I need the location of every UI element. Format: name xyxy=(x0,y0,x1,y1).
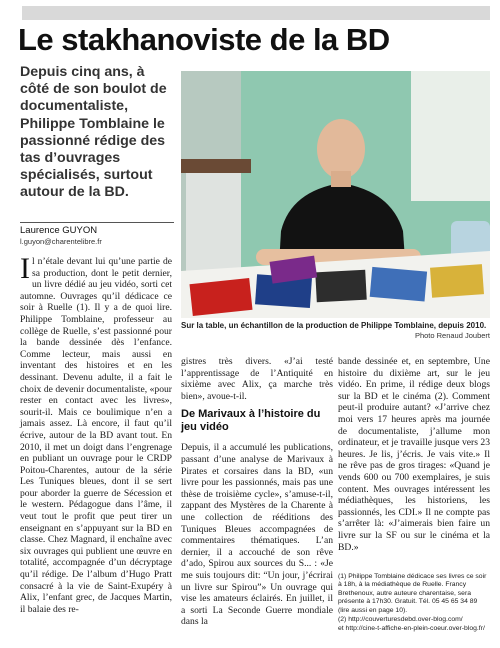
headline: Le stakhanoviste de la BD xyxy=(18,22,390,57)
article-column-1 xyxy=(20,252,172,615)
photo-shelf xyxy=(181,159,251,173)
column-2-text-a: gistres très divers. «J’ai testé l’apprentissage de l’Antiquité en sixième avec Alix, ça marche très bien», avoue-t-il. xyxy=(181,356,333,402)
article-lede: Depuis cinq ans, à côté de son boulot de documentaliste, Philippe Tomblaine le passionné rédige des tas d’ouvrages spécialisés, surtout autour de la BD. xyxy=(20,64,167,201)
photo-book-yellow xyxy=(430,264,484,298)
top-banner-bar xyxy=(22,6,490,20)
column-2-text-b: Depuis, il a accumulé les publications, passant d’une analyse de Marivaux à Pirates et corsaires dans la BD, «un livre pour les passionnés, mais pas une thèse de troisième cycle», s’amuse-t-il, zappant des Mystères de la Charente à une collection de rééditions des Tuniques Bleues accompagnées de commentaires thématiques. L’an dernier, il a accouché de son rêve d’ado, Spirou aux sources du S... : «Je me suis toujours dit: “Un jour, j’écrirai un livre sur Spirou”» Un ouvrage qui vise les amateurs éclairés. En juillet, il a sorti La Seconde Guerre mondiale dans la xyxy=(181,442,333,628)
byline-divider xyxy=(20,222,174,223)
footnote-3-link[interactable]: et http://cine-t-affiche-en-plein-coeur.over-blog.fr/ xyxy=(338,625,485,633)
article-column-2 xyxy=(181,356,333,628)
article-subhead: De Marivaux à l’histoire du jeu vidéo xyxy=(181,408,321,434)
photo-book-dark xyxy=(315,270,367,303)
photo-credit: Photo Renaud Joubert xyxy=(414,331,490,340)
author-email: l.guyon@charentelibre.fr xyxy=(20,237,102,246)
footnotes xyxy=(338,573,490,635)
author-byline xyxy=(20,222,174,246)
column-3-text: bande dessinée et, en septembre, Une histoire du dixième art, sur le jeu vidéo. En prime, il rédige deux blogs sur la BD et le cinéma (2). Comment peut-il produire autant? «J’arrive chez moi vers 17 heures après ma journée de documentaliste, j’allume mon ordinateur, et je travaille jusque vers 23 heures. Je lis, j’écris. Je vais vite.» Il ne rêve pas de gros tirages: «Quand je vends 600 ou 700 exemplaires, je suis content. Mes ouvrages intéressent les médiathèques, les historiens, les passionnés, les CDI.» Il ne compte pas s’arrêter là: «J’aimerais bien faire un livre sur la SF ou sur le cinéma et la BD.» xyxy=(338,356,490,553)
photo-caption: Sur la table, un échantillon de la production de Philippe Tomblaine, depuis 2010. xyxy=(181,321,487,330)
author-name: Laurence GUYON xyxy=(20,225,98,236)
photo-face xyxy=(317,119,365,179)
photo-illustration xyxy=(181,71,490,318)
footnote-1: (1) Philippe Tomblaine dédicace ses livres ce soir à 18h, à la médiathèque de Ruelle. Francy Brethenoux, autre auteure charentaise, sera présente à 17h30. Gratuit. Tél. 05 45 65 34 89 (lire aussi en page 10). xyxy=(338,573,487,614)
column-1-text: l n’étale devant lui qu’une partie de sa production, dont le petit dernier, un livre dédié au jeu vidéo, sorti cet automne. Ouvrages qu’il dédicace ce soir à Ruelle (1). Il y a de quoi lire. Philippe Tomblaine, professeur au collège de Ruelle, s’est passionné pour la bande dessinée dès l’enfance. Comme lecteur, mais aussi en inventant des histoires et en les dessinant. Devenu adulte, il a fait le choix de devenir documentaliste, «pour rester en contact avec les livres», sourit-il. Mais ce boulimique n’en a jamais assez. Là encore, il faut qu’il écrive, autour de la BD avant tout. En 2010, il met un doigt dans l’engrenage en publiant un ouvrage pour le CRDP Poitou-Charentes, autour de la série Les Tuniques bleues, dont il se sert pour aborder la guerre de Sécession et le western. Pédagogue dans l’âme, il veut tout le profit que peut tirer un enseignant en s’appuyant sur la BD en classe. Chez Magnard, il enchaîne avec six ouvrages qui publient une œuvre en totalité, accompagnée d’un décryptage qu’il rédige. De l’album d’Hugo Pratt consacré à la vie de Saint-Exupéry à Alix, l’enfant grec, de Jacques Martin, il balaie des re- xyxy=(20,256,172,615)
photo-appliance xyxy=(186,171,241,271)
photo-window xyxy=(411,71,490,201)
photo-book-red xyxy=(189,278,252,316)
footnote-2-link[interactable]: (2) http://couverturesdebd.over-blog.com/ xyxy=(338,616,463,624)
photo-neck xyxy=(331,171,351,187)
article-column-3 xyxy=(338,356,490,553)
article-photo xyxy=(181,71,490,318)
photo-book-light xyxy=(370,267,427,302)
dropcap: I xyxy=(20,252,30,285)
